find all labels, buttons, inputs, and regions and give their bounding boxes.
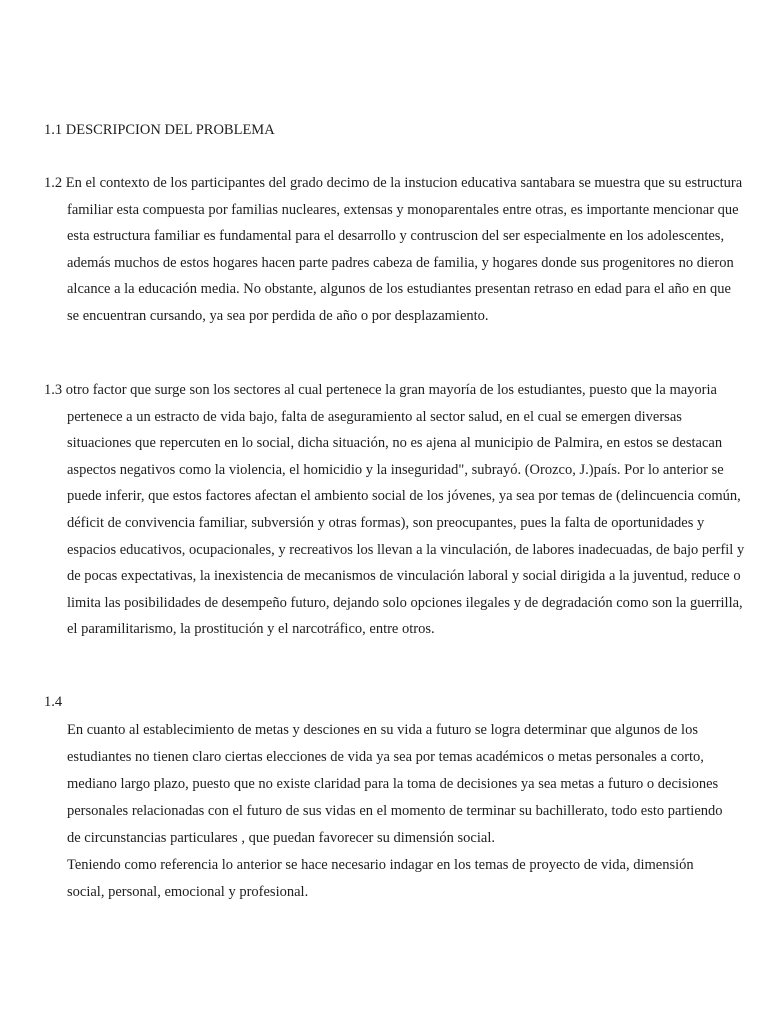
- section-1-3-text: otro factor que surge son los sectores al cual pertenece la gran mayoría de los estudiantes, puesto que la mayoria pertenece a un estracto de vida bajo, falta de aseguramiento al sector salud, en el cual se emergen diversas situaciones que repercuten en lo social, dicha situación, no es ajena al municipio de Palmira, en estos se destacan aspectos negativos como la violencia, el homicidio y la inseguridad", subrayó. (Orozco, J.)país. Por lo anterior se puede inferir, que estos factores afectan el ambiento social de los jóvenes, ya sea por temas de (delincuencia común, déficit de convivencia familiar, subversión y otras formas), son preocupantes, pues la falta de oportunidades y espacios educativos, ocupacionales, y recreativos los llevan a la vinculación, de labores inadecuadas, de bajo perfil y de pocas expectativas, la inexistencia de mecanismos de vinculación laboral y social dirigida a la juventud, reduce o limita las posibilidades de desempeño futuro, dejando solo opciones ilegales y de degradación como son la guerrilla, el paramilitarismo, la prostitución y el narcotráfico, entre otros.: [65, 382, 745, 638]
- section-1-2-paragraph: [44, 170, 745, 330]
- section-1-4-number: 1.4: [44, 694, 63, 710]
- section-1-3-paragraph: [44, 377, 745, 643]
- section-1-4-paragraph-1: En cuanto al establecimiento de metas y desciones en su vida a futuro se logra determinar que algunos de los estudiantes no tienen claro ciertas elecciones de vida ya sea por temas académicos o metas personales a corto, mediano largo plazo, puesto que no existe claridad para la toma de decisiones ya sea metas a futuro o decisiones personales relacionadas con el futuro de sus vidas en el momento de terminar su bachillerato, todo esto partiendo de circunstancias particulares , que puedan favorecer su dimensión social.: [67, 722, 723, 846]
- section-1-2-number: 1.2: [44, 175, 63, 191]
- section-1-4-paragraph-2: Teniendo como referencia lo anterior se hace necesario indagar en los temas de proyecto de vida, dimensión social, personal, emocional y profesional.: [67, 857, 694, 900]
- section-1-4-body: [67, 717, 727, 906]
- section-1-3-number: 1.3: [44, 382, 63, 398]
- section-1-2-text: En el contexto de los participantes del grado decimo de la instucion educativa santabara se muestra que su estructura familiar esta compuesta por familias nucleares, extensas y monoparentales entre otras, es importante mencionar que esta estructura familiar es fundamental para el desarrollo y contruscion del ser especialmente en los adolescentes, además muchos de estos hogares hacen parte padres cabeza de familia, y hogares donde sus progenitores no dieron alcance a la educación media. No obstante, algunos de los estudiantes presentan retraso en edad para el año en que se encuentran cursando, ya sea por perdida de año o por desplazamiento.: [65, 175, 743, 324]
- section-heading: 1.1 DESCRIPCION DEL PROBLEMA: [44, 122, 275, 138]
